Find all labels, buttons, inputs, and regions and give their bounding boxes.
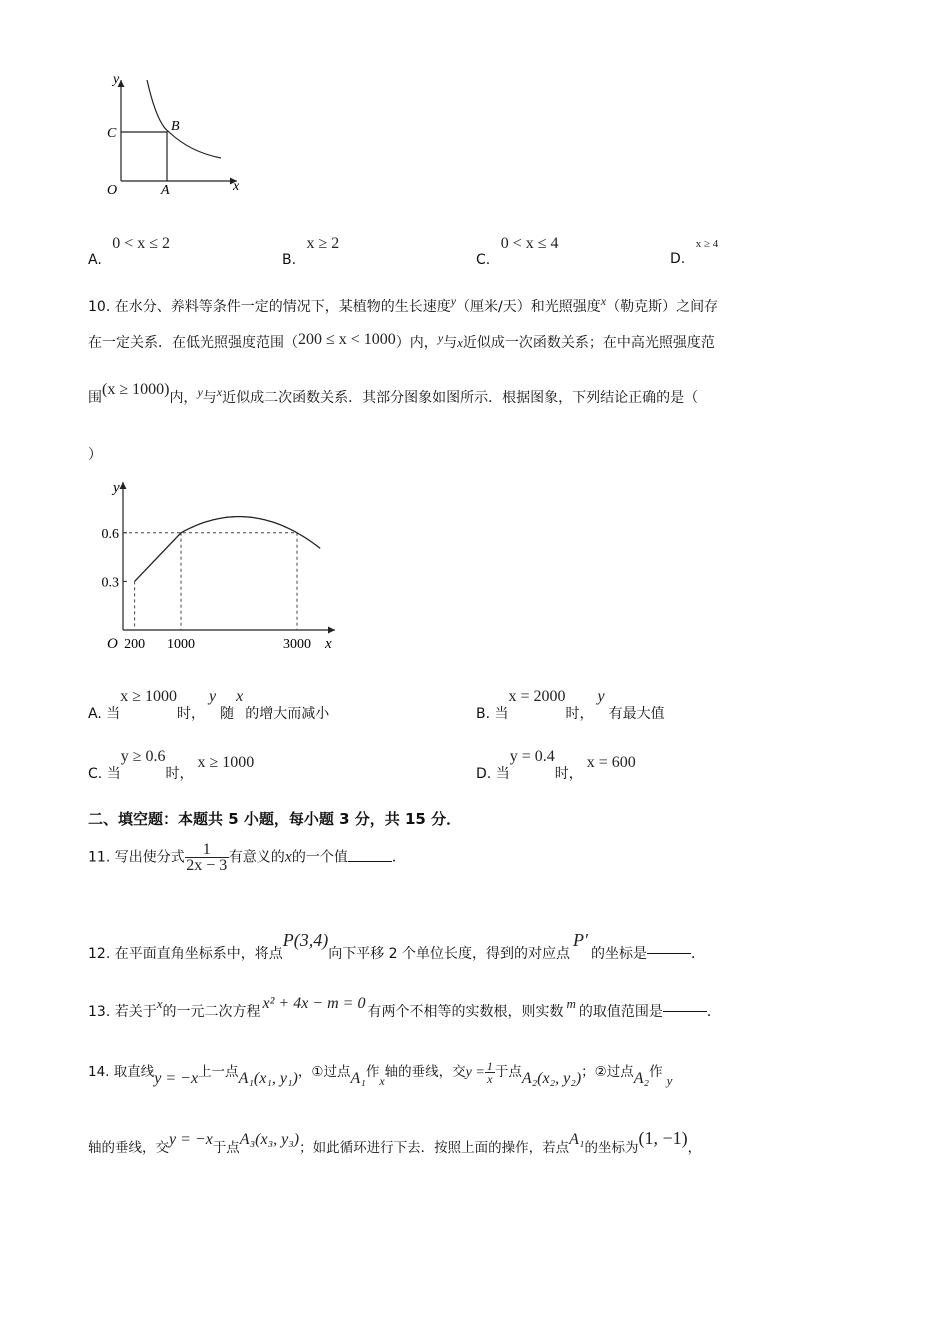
q10-line-3: [88, 381, 699, 407]
q11-fraction: [185, 842, 229, 873]
option-text: 时，: [565, 706, 594, 722]
equation: x² + 4x − m = 0: [262, 995, 366, 1012]
option-math: 0 < x ≤ 2: [112, 235, 171, 252]
q10-option-d[interactable]: [476, 746, 636, 782]
var-x: x: [457, 335, 463, 350]
q10-text: 与: [443, 335, 458, 351]
option-math: 0 < x ≤ 4: [500, 235, 559, 252]
fraction-denominator: 2x − 3: [186, 857, 228, 874]
q10-text: 在一定关系．在低光照强度范围（: [88, 335, 298, 351]
q14-text: 于点: [212, 1140, 240, 1156]
q9-point-b-label: B: [171, 119, 180, 134]
var-x: x: [216, 385, 223, 399]
answer-blank[interactable]: [348, 849, 392, 862]
q9-y-label: y: [113, 72, 120, 87]
var-y: y: [450, 294, 457, 308]
option-letter: B.: [282, 252, 297, 268]
option-math: x ≥ 4: [695, 238, 719, 250]
y-tick-label: 0.3: [101, 575, 119, 591]
q10-chart: [95, 478, 345, 653]
q14-text: 作: [649, 1064, 663, 1080]
option-math: x = 2000: [508, 688, 566, 705]
q14-text: 轴的垂线，交: [384, 1064, 466, 1080]
var-y: y: [209, 688, 217, 705]
q10-text: 近似成一次函数关系；在中高光照强度范: [462, 335, 715, 351]
equation: y = −x: [154, 1070, 199, 1087]
q10-option-b[interactable]: [476, 686, 665, 722]
q14-text: 作: [365, 1064, 380, 1080]
var-x: x: [156, 996, 163, 1011]
option-math: x ≥ 2: [306, 235, 340, 252]
chart-x-label: x: [325, 636, 332, 652]
q9-point-a-label: A: [161, 183, 170, 198]
q11-text: 11. 写出使分式: [88, 849, 185, 866]
q9-point-c-label: C: [107, 126, 117, 141]
fraction-denominator: x: [487, 1072, 493, 1087]
q9-option-a[interactable]: [88, 235, 171, 268]
q10-line-1: [88, 296, 718, 316]
option-text: 当: [495, 766, 510, 782]
q12-text: ．: [690, 946, 705, 962]
q11-text: 的一个值: [291, 849, 348, 866]
q10-line-4: ）: [88, 447, 102, 463]
x-tick-label: 200: [124, 637, 146, 652]
q10-text: 围: [88, 390, 102, 406]
var-y: y: [437, 331, 444, 345]
section-heading: 二、填空题：本题共 5 小题，每小题 3 分，共 15 分．: [88, 810, 462, 828]
q14-text: ，①过点: [297, 1064, 351, 1080]
q13-text: ．: [706, 1004, 721, 1020]
q9-figure: [95, 70, 255, 200]
q10-text: 近似成二次函数关系．其部分图象如图所示．根据图象，下列结论正确的是（: [222, 390, 699, 406]
option-letter: D.: [476, 766, 492, 782]
q9-hyperbola: [147, 80, 221, 158]
q10-text: （厘米/天）和光照强度: [456, 299, 601, 315]
var-y: y: [197, 385, 203, 399]
point-a1: A₁: [350, 1070, 366, 1087]
option-letter: A.: [88, 252, 102, 268]
q11-text: ．: [391, 849, 406, 866]
q9-option-d[interactable]: [670, 235, 719, 267]
q10-text: 10. 在水分、养料等条件一定的情况下，某植物的生长速度: [88, 299, 451, 315]
range-math: 200 ≤ x < 1000: [298, 331, 396, 348]
x-tick-label: 1000: [167, 637, 195, 652]
q13-text: 的一元二次方程: [162, 1004, 261, 1020]
equation: y = −x: [169, 1131, 213, 1148]
var-y: y: [597, 688, 605, 705]
q14-text: ；②过点: [581, 1064, 634, 1080]
point-p: P(3,4): [282, 930, 329, 950]
q10-text: ）内，: [395, 335, 438, 351]
option-math: x = 600: [586, 754, 636, 771]
q14-text: 14. 取直线: [88, 1064, 155, 1080]
point-a2: A₂: [633, 1070, 650, 1087]
var-m: m: [566, 996, 576, 1011]
q14-line-1: [88, 1059, 673, 1088]
option-letter: B.: [476, 706, 491, 722]
option-math: y = 0.4: [509, 748, 555, 765]
option-text: 时，: [554, 766, 583, 782]
x-tick-label: 3000: [283, 637, 311, 652]
option-letter: A.: [88, 706, 102, 722]
var-y: y: [666, 1073, 673, 1088]
option-text: 当: [106, 766, 121, 782]
q14-text: ，: [687, 1140, 702, 1156]
q13-text: 有两个不相等的实数根，则实数: [367, 1004, 564, 1020]
q12-text: 的坐标是: [590, 946, 647, 962]
eq-lhs: y =: [465, 1065, 485, 1080]
chart-y-label: y: [113, 480, 120, 496]
fraction-numerator: 1: [486, 1059, 493, 1074]
point-a1: A₁(x₁, y₁): [238, 1070, 298, 1087]
q14-line-2: [88, 1128, 702, 1156]
option-text: 当: [494, 706, 509, 722]
option-letter: C.: [476, 252, 491, 268]
q11-text: 有意义的: [228, 849, 285, 866]
q12-text: 12. 在平面直角坐标系中，将点: [88, 946, 283, 962]
q13-text: 13. 若关于: [88, 1004, 157, 1020]
q12: [88, 930, 705, 962]
fraction: [485, 1060, 495, 1085]
q14-text: 轴的垂线，交: [88, 1140, 169, 1156]
fraction-numerator: 1: [185, 842, 229, 858]
q10-text: 内，: [169, 390, 198, 406]
q12-text: 向下平移 2 个单位长度，得到的对应点: [328, 946, 571, 962]
growth-curve: [135, 517, 321, 582]
point-a3: A₃(x₃, y₃): [239, 1131, 300, 1148]
chart-origin-label: O: [107, 636, 118, 652]
answer-blank[interactable]: [663, 999, 707, 1012]
var-x: x: [236, 688, 244, 705]
option-math: y ≥ 0.6: [120, 748, 166, 765]
option-text: 的增大而减小: [245, 706, 330, 722]
q9-option-b[interactable]: [282, 235, 340, 268]
option-letter: C.: [88, 766, 103, 782]
var-x: x: [379, 1074, 385, 1088]
q13: [88, 993, 721, 1020]
range-math: (x ≥ 1000): [102, 381, 170, 398]
q14-text: ；如此循环进行下去．按照上面的操作，若点: [299, 1140, 570, 1156]
q11: [88, 842, 406, 873]
y-tick-label: 0.6: [101, 526, 119, 542]
option-text: 时，: [177, 706, 206, 722]
answer-blank[interactable]: [647, 941, 691, 954]
q10-option-a[interactable]: [88, 686, 330, 722]
q10-text: （勒克斯）之间存: [606, 299, 719, 315]
var-x: x: [284, 848, 292, 866]
point-a1: A₁: [569, 1131, 585, 1148]
option-math: x ≥ 1000: [197, 754, 255, 771]
option-text: 当: [106, 706, 121, 722]
var-x: x: [600, 294, 607, 308]
q10-option-c[interactable]: [88, 746, 255, 782]
coordinate: (1, −1): [638, 1128, 688, 1148]
q10-line-2: [88, 332, 715, 352]
q14-text: 的坐标为: [584, 1140, 639, 1156]
point-p-prime: P′: [573, 930, 588, 950]
option-letter: D.: [670, 251, 686, 267]
q9-x-label: x: [233, 179, 240, 194]
q9-origin-label: O: [107, 183, 118, 198]
point-a2: A₂(x₂, y₂): [521, 1070, 582, 1087]
q14-text: 上一点: [198, 1064, 239, 1080]
q14-text: 于点: [494, 1064, 522, 1080]
q13-text: 的取值范围是: [578, 1004, 663, 1020]
q10-text: 与: [202, 390, 217, 406]
option-text: 时，: [165, 766, 194, 782]
option-text: 有最大值: [608, 706, 665, 722]
q9-option-c[interactable]: [476, 235, 559, 268]
option-text: 随: [220, 706, 235, 722]
option-math: x ≥ 1000: [120, 688, 178, 705]
equation-hyperbola: [465, 1059, 495, 1087]
q9-rectangle: [121, 132, 167, 181]
